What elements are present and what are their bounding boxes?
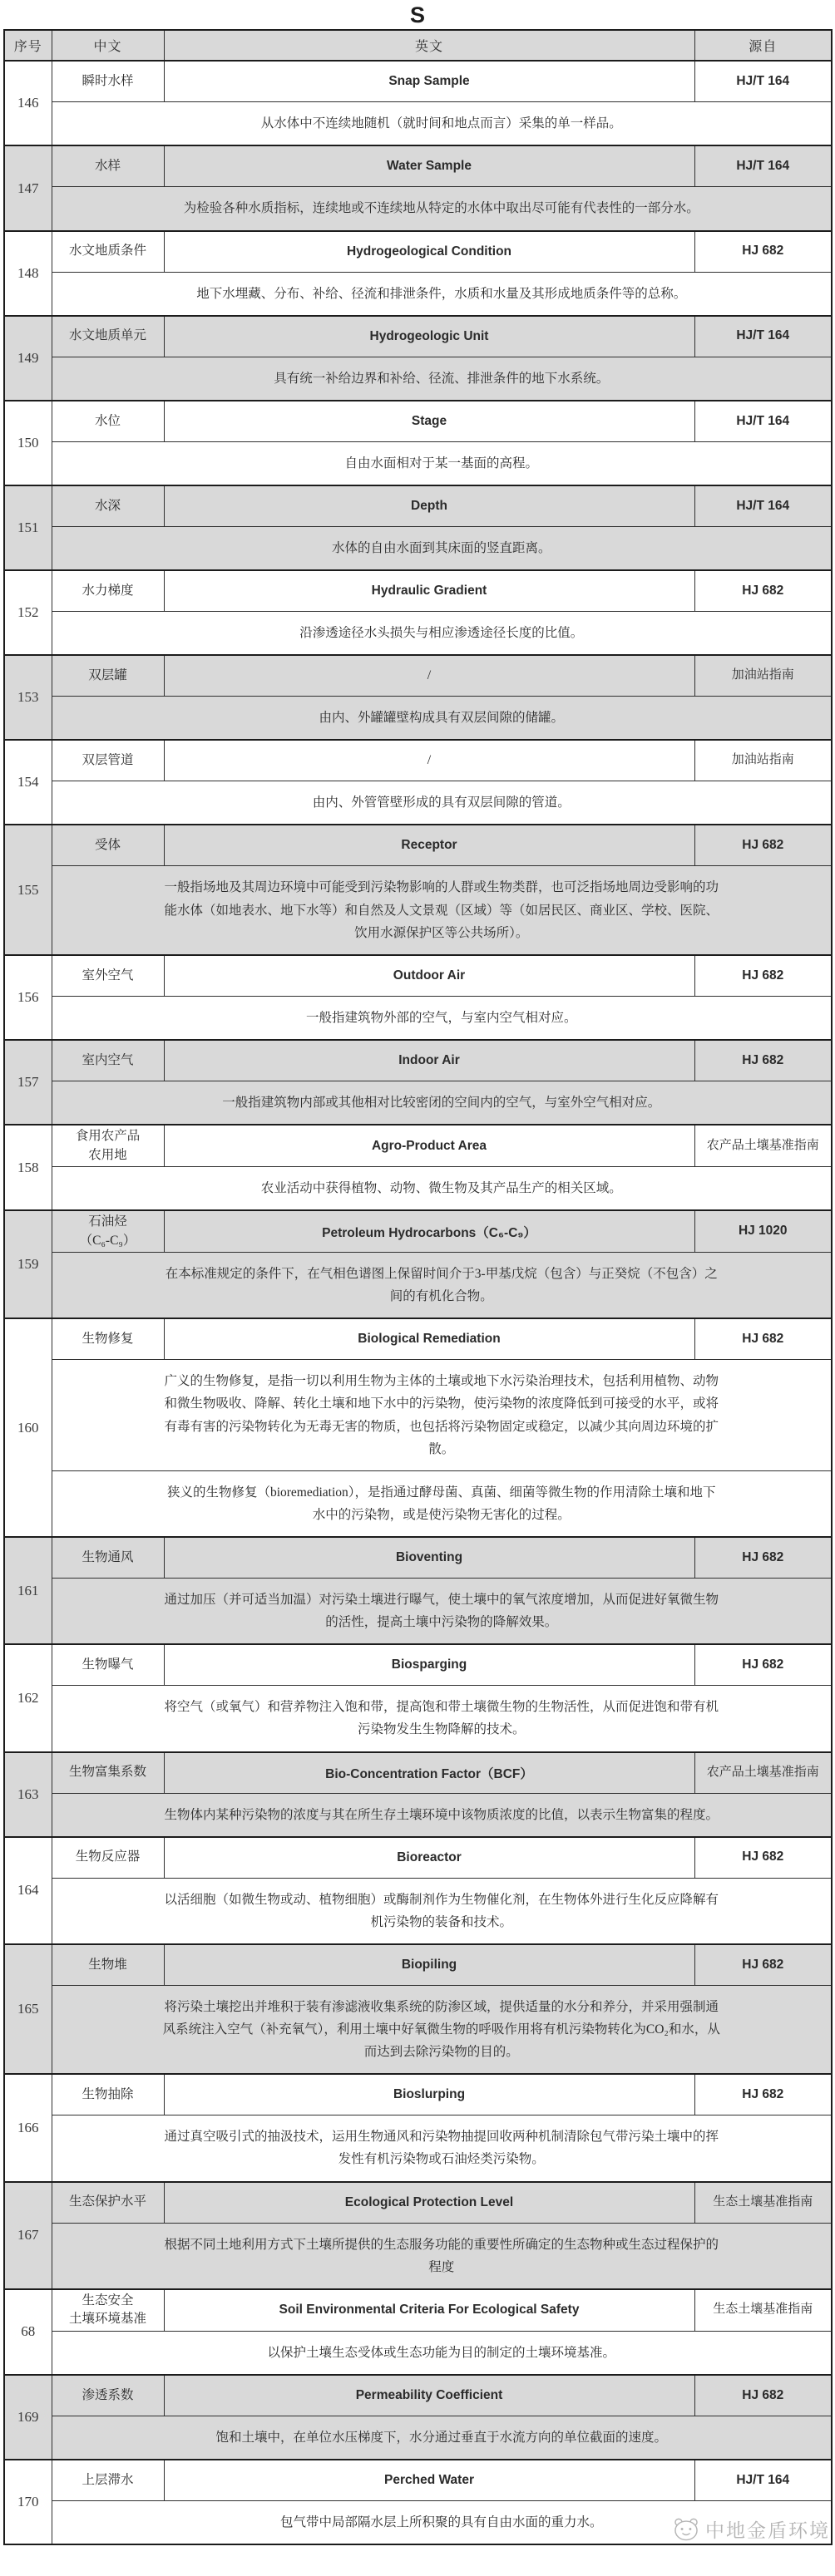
entry-definition: 在本标准规定的条件下，在气相色谱图上保留时间介于3-甲基戊烷（包含）与正癸烷（不包含）之间的有机化合物。 bbox=[52, 1253, 832, 1319]
entry-definition-row bbox=[4, 1793, 832, 1837]
entry-number: 153 bbox=[4, 655, 52, 740]
entry-term-row bbox=[4, 2460, 832, 2501]
entry-term-row bbox=[4, 1040, 832, 1081]
entry-definition: 由内、外管管壁形成的具有双层间隙的管道。 bbox=[52, 781, 832, 825]
col-header-english: 英文 bbox=[164, 30, 694, 61]
entry-chinese-term: 受体 bbox=[52, 825, 164, 866]
entry-number: 151 bbox=[4, 485, 52, 570]
entry-chinese-term: 生态保护水平 bbox=[52, 2182, 164, 2224]
entry-definition-row bbox=[4, 526, 832, 570]
entry-chinese-term: 水位 bbox=[52, 401, 164, 442]
entry-term-row bbox=[4, 1944, 832, 1986]
entry-source: HJ/T 164 bbox=[694, 485, 832, 527]
watermark-text: 中地金盾环境 bbox=[705, 2519, 830, 2542]
glossary-table-body bbox=[4, 61, 832, 2544]
entry-number: 167 bbox=[4, 2182, 52, 2289]
entry-english-term: / bbox=[164, 740, 694, 781]
entry-chinese-term: 渗透系数 bbox=[52, 2375, 164, 2416]
entry-term-row bbox=[4, 2074, 832, 2115]
col-header-chinese: 中文 bbox=[52, 30, 164, 61]
entry-source: HJ/T 164 bbox=[694, 316, 832, 357]
entry-chinese-term: 水文地质条件 bbox=[52, 231, 164, 273]
entry-chinese-term: 生物修复 bbox=[52, 1318, 164, 1360]
entry-term-row bbox=[4, 1537, 832, 1579]
entry-definition: 自由水面相对于某一基面的高程。 bbox=[52, 441, 832, 485]
entry-definition: 为检验各种水质指标，连续地或不连续地从特定的水体中取出尽可能有代表性的一部分水。 bbox=[52, 187, 832, 231]
entry-source: HJ 682 bbox=[694, 231, 832, 273]
entry-source: HJ 682 bbox=[694, 1837, 832, 1879]
entry-term-row bbox=[4, 1837, 832, 1879]
entry-definition-row bbox=[4, 1878, 832, 1944]
entry-chinese-term: 生物通风 bbox=[52, 1537, 164, 1579]
entry-chinese-term: 水力梯度 bbox=[52, 570, 164, 612]
entry-source: 生态土壤基准指南 bbox=[694, 2182, 832, 2224]
entry-source: HJ/T 164 bbox=[694, 61, 832, 102]
entry-term-row bbox=[4, 1644, 832, 1686]
entry-definition: 具有统一补给边界和补给、径流、排泄条件的地下水系统。 bbox=[52, 357, 832, 401]
entry-definition-row bbox=[4, 272, 832, 316]
entry-source: HJ 682 bbox=[694, 2375, 832, 2416]
entry-english-term: Hydraulic Gradient bbox=[164, 570, 694, 612]
entry-english-term: Perched Water bbox=[164, 2460, 694, 2501]
entry-english-term: Indoor Air bbox=[164, 1040, 694, 1081]
entry-english-term: Bioventing bbox=[164, 1537, 694, 1579]
entry-term-row bbox=[4, 1752, 832, 1794]
entry-term-row bbox=[4, 231, 832, 273]
entry-definition: 将污染土壤挖出并堆积于装有渗滤液收集系统的防渗区域，提供适量的水分和养分，并采用强制通风系统注入空气（补充氧气），利用土壤中好氧微生物的呼吸作用将有机污染物转化为CO₂和水，从而达到去除污染物的目的。 bbox=[52, 1985, 832, 2074]
entry-definition-row bbox=[4, 1579, 832, 1645]
entry-source: HJ/T 164 bbox=[694, 2460, 832, 2501]
entry-number: 149 bbox=[4, 316, 52, 401]
entry-english-term: Depth bbox=[164, 485, 694, 527]
entry-definition: 将空气（或氧气）和营养物注入饱和带，提高饱和带土壤微生物的生物活性，从而促进饱和带有机污染物发生生物降解的技术。 bbox=[52, 1686, 832, 1752]
entry-english-term: Outdoor Air bbox=[164, 955, 694, 997]
entry-definition: 地下水埋藏、分布、补给、径流和排泄条件，水质和水量及其形成地质条件等的总称。 bbox=[52, 272, 832, 316]
entry-definition: 以保护土壤生态受体或生态功能为目的制定的土壤环境基准。 bbox=[52, 2331, 832, 2375]
entry-number: 169 bbox=[4, 2375, 52, 2460]
entry-definition: 水体的自由水面到其床面的竖直距离。 bbox=[52, 526, 832, 570]
entry-number: 158 bbox=[4, 1125, 52, 1210]
entry-number: 157 bbox=[4, 1040, 52, 1125]
entry-source: HJ/T 164 bbox=[694, 401, 832, 442]
entry-source: HJ 1020 bbox=[694, 1210, 832, 1252]
entry-number: 163 bbox=[4, 1752, 52, 1837]
entry-number: 165 bbox=[4, 1944, 52, 2074]
entry-english-term: Hydrogeologic Unit bbox=[164, 316, 694, 357]
entry-number: 166 bbox=[4, 2074, 52, 2181]
entry-english-term: Petroleum Hydrocarbons（C₆-C₉） bbox=[164, 1210, 694, 1252]
entry-source: HJ 682 bbox=[694, 1644, 832, 1686]
entry-term-row bbox=[4, 570, 832, 612]
entry-english-term: Biopiling bbox=[164, 1944, 694, 1986]
entry-source: 加油站指南 bbox=[694, 740, 832, 781]
entry-chinese-term: 双层管道 bbox=[52, 740, 164, 781]
entry-definition: 通过真空吸引式的抽汲技术，运用生物通风和污染物抽提回收两种机制清除包气带污染土壤中的挥发性有机污染物或石油烃类污染物。 bbox=[52, 2115, 832, 2182]
entry-chinese-term: 水样 bbox=[52, 145, 164, 187]
entry-source: HJ 682 bbox=[694, 2074, 832, 2115]
entry-definition-row bbox=[4, 866, 832, 955]
entry-number: 154 bbox=[4, 740, 52, 825]
entry-term-row bbox=[4, 2182, 832, 2224]
entry-definition-row bbox=[4, 102, 832, 146]
entry-definition: 饱和土壤中，在单位水压梯度下，水分通过垂直于水流方向的单位截面的速度。 bbox=[52, 2416, 832, 2460]
entry-chinese-term: 室内空气 bbox=[52, 1040, 164, 1081]
entry-chinese-term: 双层罐 bbox=[52, 655, 164, 697]
entry-english-term: Bioslurping bbox=[164, 2074, 694, 2115]
entry-chinese-term: 生物富集系数 bbox=[52, 1752, 164, 1794]
section-letter-title: S bbox=[409, 2, 425, 27]
entry-term-row bbox=[4, 740, 832, 781]
entry-definition: 农业活动中获得植物、动物、微生物及其产品生产的相关区域。 bbox=[52, 1167, 832, 1211]
entry-english-term: Agro-Product Area bbox=[164, 1125, 694, 1166]
entry-english-term: Biological Remediation bbox=[164, 1318, 694, 1360]
entry-definition: 一般指建筑物外部的空气，与室内空气相对应。 bbox=[52, 996, 832, 1040]
entry-definition-row bbox=[4, 1081, 832, 1125]
entry-number: 150 bbox=[4, 401, 52, 485]
entry-source: HJ 682 bbox=[694, 1537, 832, 1579]
entry-chinese-term: 生物抽除 bbox=[52, 2074, 164, 2115]
entry-definition-row bbox=[4, 1470, 832, 1537]
entry-definition: 以活细胞（如微生物或动、植物细胞）或酶制剂作为生物催化剂，在生物体外进行生化反应降解有机污染物的装备和技术。 bbox=[52, 1878, 832, 1944]
entry-term-row bbox=[4, 145, 832, 187]
entry-english-term: Snap Sample bbox=[164, 61, 694, 102]
entry-english-term: Stage bbox=[164, 401, 694, 442]
entry-english-term: / bbox=[164, 655, 694, 697]
glossary-table bbox=[3, 29, 833, 2545]
entry-term-row bbox=[4, 2375, 832, 2416]
col-header-source: 源自 bbox=[694, 30, 832, 61]
entry-term-row bbox=[4, 955, 832, 997]
entry-term-row bbox=[4, 1318, 832, 1360]
entry-chinese-term: 水深 bbox=[52, 485, 164, 527]
entry-chinese-term: 瞬时水样 bbox=[52, 61, 164, 102]
header-row bbox=[4, 30, 832, 61]
entry-chinese-term: 石油烃 （C₆-C₉） bbox=[52, 1210, 164, 1252]
entry-definition-row bbox=[4, 2416, 832, 2460]
entry-english-term: Biosparging bbox=[164, 1644, 694, 1686]
entry-number: 160 bbox=[4, 1318, 52, 1537]
entry-definition-row bbox=[4, 612, 832, 656]
entry-definition-row bbox=[4, 1253, 832, 1319]
entry-term-row bbox=[4, 1210, 832, 1252]
entry-source: HJ 682 bbox=[694, 1040, 832, 1081]
entry-source: 加油站指南 bbox=[694, 655, 832, 697]
entry-chinese-term: 生物反应器 bbox=[52, 1837, 164, 1879]
entry-definition: 包气带中局部隔水层上所积聚的具有自由水面的重力水。 bbox=[52, 2501, 832, 2545]
entry-number: 170 bbox=[4, 2460, 52, 2544]
entry-definition-row bbox=[4, 996, 832, 1040]
entry-definition-row bbox=[4, 781, 832, 825]
entry-chinese-term: 生态安全 土壤环境基准 bbox=[52, 2289, 164, 2331]
entry-definition-row bbox=[4, 357, 832, 401]
entry-definition: 通过加压（并可适当加温）对污染土壤进行曝气，使土壤中的氧气浓度增加，从而促进好氧微生物的活性，提高土壤中污染物的降解效果。 bbox=[52, 1579, 832, 1645]
entry-definition: 广义的生物修复，是指一切以利用生物为主体的土壤或地下水污染治理技术，包括利用植物、动物和微生物吸收、降解、转化土壤和地下水中的污染物，使污染物的浓度降低到可接受的水平，或将有毒有害的污染物转化为无毒无害的物质，也包括将污染物固定或稳定，以减少其向周边环境的扩散。 bbox=[52, 1360, 832, 1471]
entry-definition-row bbox=[4, 187, 832, 231]
entry-definition-row bbox=[4, 2115, 832, 2182]
entry-definition: 生物体内某种污染物的浓度与其在所生存土壤环境中该物质浓度的比值，以表示生物富集的程度。 bbox=[52, 1793, 832, 1837]
entry-number: 146 bbox=[4, 61, 52, 145]
entry-number: 159 bbox=[4, 1210, 52, 1318]
entry-definition: 由内、外罐罐壁构成具有双层间隙的储罐。 bbox=[52, 697, 832, 741]
entry-source: HJ 682 bbox=[694, 825, 832, 866]
entry-source: HJ 682 bbox=[694, 570, 832, 612]
entry-term-row bbox=[4, 316, 832, 357]
glossary-table-header bbox=[4, 30, 832, 61]
entry-definition: 狭义的生物修复（bioremediation），是指通过酵母菌、真菌、细菌等微生物的作用清除土壤和地下水中的污染物，或是使污染物无害化的过程。 bbox=[52, 1470, 832, 1537]
entry-chinese-term: 生物曝气 bbox=[52, 1644, 164, 1686]
entry-number: 152 bbox=[4, 570, 52, 655]
entry-source: 农产品土壤基准指南 bbox=[694, 1752, 832, 1794]
entry-english-term: Receptor bbox=[164, 825, 694, 866]
entry-number: 161 bbox=[4, 1537, 52, 1644]
entry-term-row bbox=[4, 1125, 832, 1166]
col-header-no: 序号 bbox=[4, 30, 52, 61]
entry-english-term: Bioreactor bbox=[164, 1837, 694, 1879]
entry-term-row bbox=[4, 655, 832, 697]
entry-source: 生态土壤基准指南 bbox=[694, 2289, 832, 2331]
entry-number: 156 bbox=[4, 955, 52, 1040]
entry-definition-row bbox=[4, 2501, 832, 2545]
entry-number: 68 bbox=[4, 2289, 52, 2375]
entry-source: HJ 682 bbox=[694, 1318, 832, 1360]
entry-definition-row bbox=[4, 1167, 832, 1211]
entry-source: 农产品土壤基准指南 bbox=[694, 1125, 832, 1166]
entry-term-row bbox=[4, 61, 832, 102]
entry-english-term: Ecological Protection Level bbox=[164, 2182, 694, 2224]
entry-definition-row bbox=[4, 697, 832, 741]
entry-source: HJ/T 164 bbox=[694, 145, 832, 187]
entry-chinese-term: 室外空气 bbox=[52, 955, 164, 997]
entry-term-row bbox=[4, 401, 832, 442]
entry-chinese-term: 生物堆 bbox=[52, 1944, 164, 1986]
entry-english-term: Water Sample bbox=[164, 145, 694, 187]
entry-definition-row bbox=[4, 2223, 832, 2289]
entry-definition: 从水体中不连续地随机（就时间和地点而言）采集的单一样品。 bbox=[52, 102, 832, 146]
entry-number: 155 bbox=[4, 825, 52, 954]
entry-definition-row bbox=[4, 441, 832, 485]
entry-number: 164 bbox=[4, 1837, 52, 1944]
entry-definition: 一般指建筑物内部或其他相对比较密闭的空间内的空气，与室外空气相对应。 bbox=[52, 1081, 832, 1125]
entry-definition-row bbox=[4, 1686, 832, 1752]
entry-definition-row bbox=[4, 1360, 832, 1471]
entry-chinese-term: 食用农产品 农用地 bbox=[52, 1125, 164, 1166]
entry-term-row bbox=[4, 2289, 832, 2331]
entry-english-term: Hydrogeological Condition bbox=[164, 231, 694, 273]
entry-definition: 根据不同土地利用方式下土壤所提供的生态服务功能的重要性所确定的生态物种或生态过程保护的程度 bbox=[52, 2223, 832, 2289]
entry-number: 147 bbox=[4, 145, 52, 230]
entry-number: 162 bbox=[4, 1644, 52, 1751]
entry-term-row bbox=[4, 825, 832, 866]
entry-english-term: Permeability Coefficient bbox=[164, 2375, 694, 2416]
entry-chinese-term: 上层滞水 bbox=[52, 2460, 164, 2501]
entry-english-term: Soil Environmental Criteria For Ecological Safety bbox=[164, 2289, 694, 2331]
entry-definition-row bbox=[4, 2331, 832, 2375]
bottom-margin bbox=[0, 2543, 835, 2576]
entry-source: HJ 682 bbox=[694, 955, 832, 997]
entry-number: 148 bbox=[4, 231, 52, 316]
entry-source: HJ 682 bbox=[694, 1944, 832, 1986]
entry-english-term: Bio-Concentration Factor（BCF） bbox=[164, 1752, 694, 1794]
entry-definition: 沿渗透途径水头损失与相应渗透途径长度的比值。 bbox=[52, 612, 832, 656]
entry-chinese-term: 水文地质单元 bbox=[52, 316, 164, 357]
entry-definition: 一般指场地及其周边环境中可能受到污染物影响的人群或生物类群，也可泛指场地周边受影响的功能水体（如地表水、地下水等）和自然及人文景观（区域）等（如居民区、商业区、学校、医院、饮用水源保护区等公共场所）。 bbox=[52, 866, 832, 955]
entry-term-row bbox=[4, 485, 832, 527]
entry-definition-row bbox=[4, 1985, 832, 2074]
